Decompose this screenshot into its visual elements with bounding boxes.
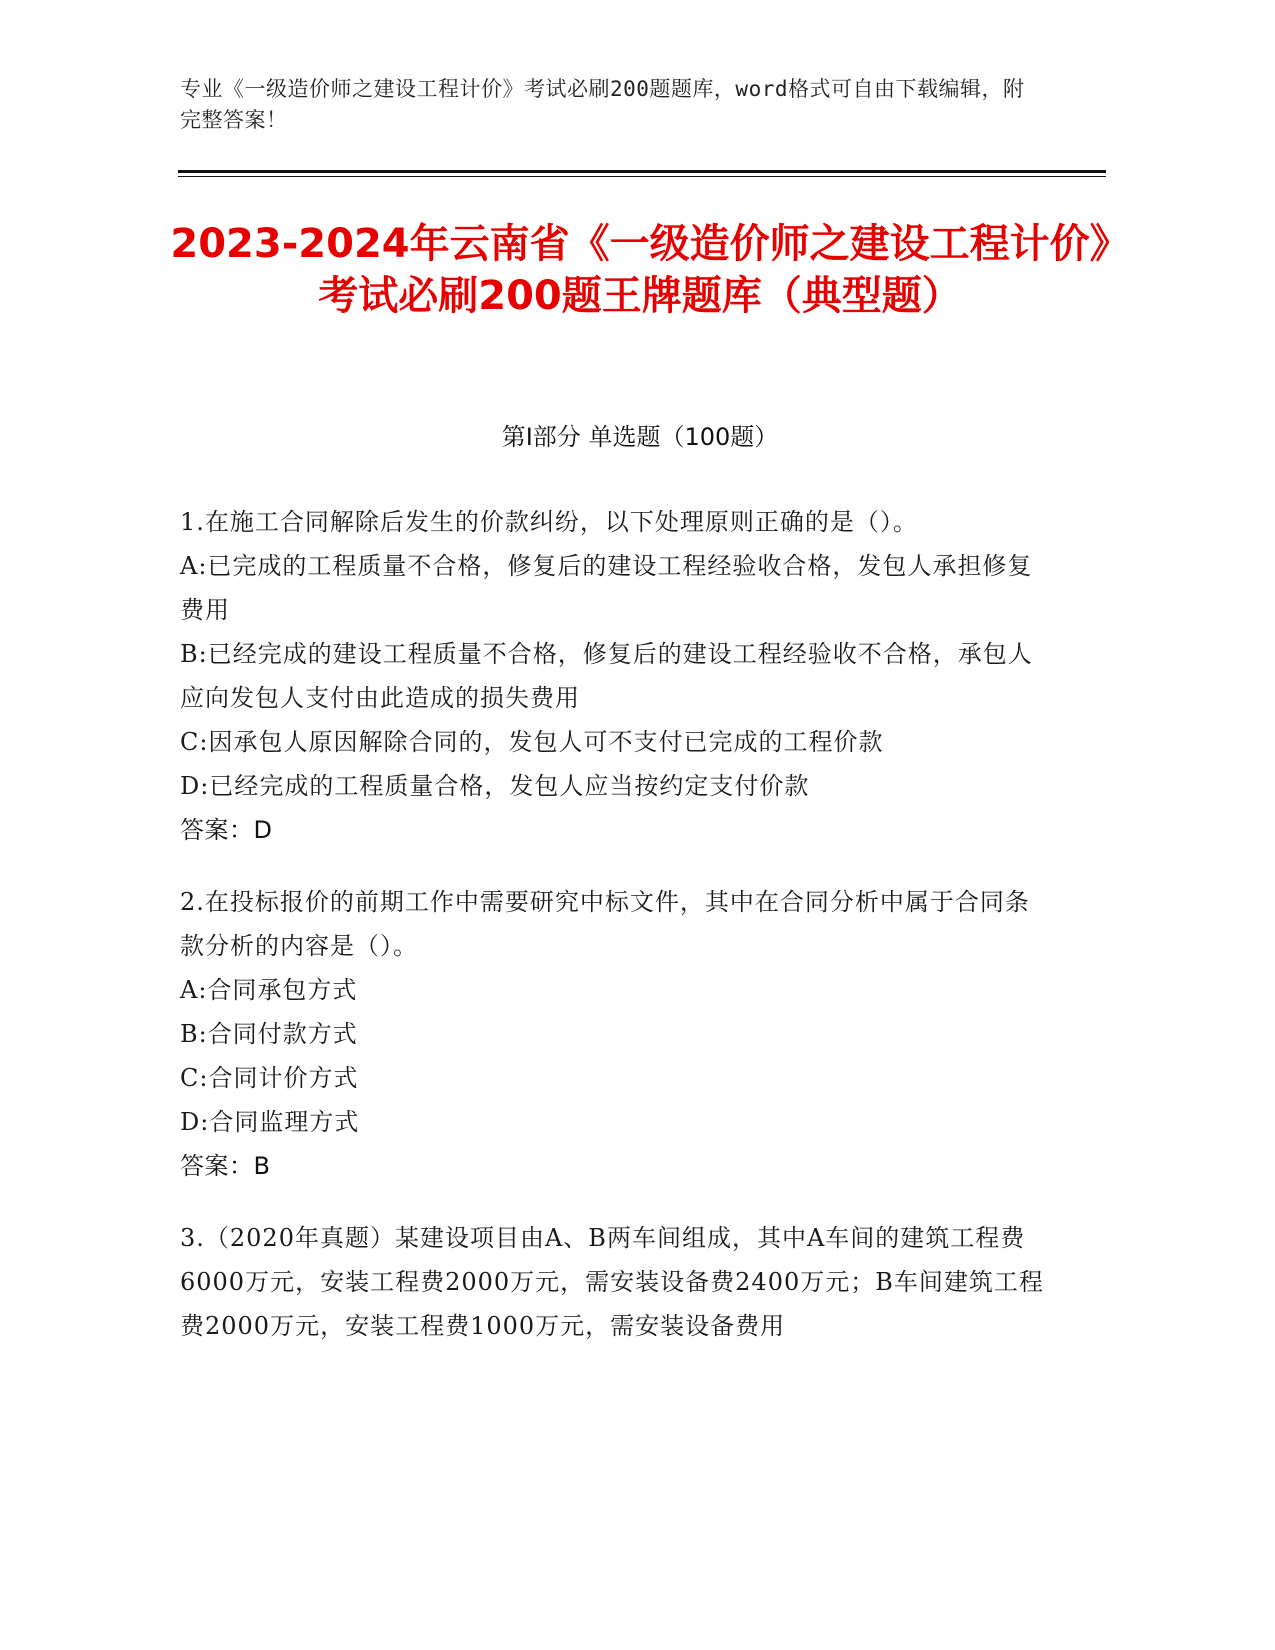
option-b: B:已经完成的建设工程质量不合格，修复后的建设工程经验收不合格，承包人应向发包人支付由此造成的损失费用 xyxy=(180,640,1033,712)
question-stem: 2.在投标报价的前期工作中需要研究中标文件，其中在合同分析中属于合同条款分析的内容是（）。 xyxy=(180,888,1030,960)
option-d: D:合同监理方式 xyxy=(180,1108,360,1136)
question-item xyxy=(180,880,1050,1188)
option-d: D:已经完成的工程质量合格，发包人应当按约定支付价款 xyxy=(180,772,810,800)
option-c: C:合同计价方式 xyxy=(180,1064,359,1092)
option-c: C:因承包人原因解除合同的，发包人可不支付已完成的工程价款 xyxy=(180,728,884,756)
option-a: A:合同承包方式 xyxy=(180,976,358,1004)
header-divider-thin xyxy=(178,176,1106,177)
question-list xyxy=(180,500,1050,1376)
option-b: B:合同付款方式 xyxy=(180,1020,358,1048)
question-answer: 答案：B xyxy=(180,1152,271,1180)
section-heading: 第I部分 单选题（100题） xyxy=(501,423,779,451)
option-a: A:已完成的工程质量不合格，修复后的建设工程经验收合格，发包人承担修复费用 xyxy=(180,552,1033,624)
question-answer: 答案：D xyxy=(180,816,273,844)
document-title: 2023-2024年云南省《一级造价师之建设工程计价》考试必刷200题王牌题库（典型题） xyxy=(170,221,1110,319)
question-stem: 1.在施工合同解除后发生的价款纠纷，以下处理原则正确的是（）。 xyxy=(180,508,918,536)
question-item xyxy=(180,1216,1050,1348)
header-note: 专业《一级造价师之建设工程计价》考试必刷200题题库，word格式可自由下载编辑，附完整答案！ xyxy=(180,77,1025,132)
header-divider-thick xyxy=(178,170,1106,173)
question-item xyxy=(180,500,1050,852)
question-stem: 3.（2020年真题）某建设项目由A、B两车间组成，其中A车间的建筑工程费6000万元，安装工程费2000万元，需安装设备费2400万元；B车间建筑工程费2000万元，安装工程费1000万元，需安装设备费用 xyxy=(180,1224,1044,1340)
